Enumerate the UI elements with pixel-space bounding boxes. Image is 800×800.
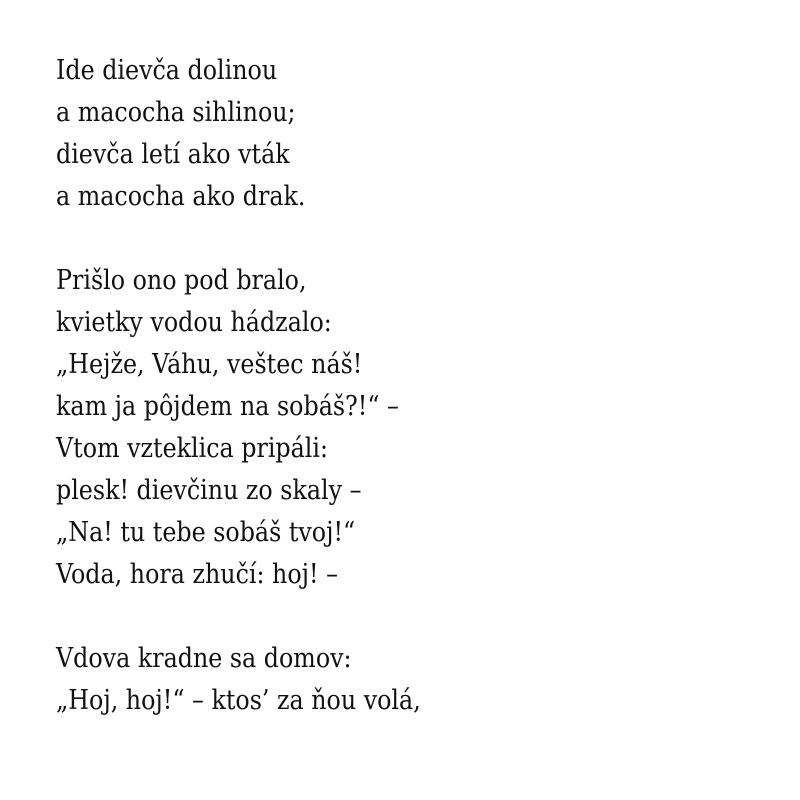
poem-line: „Hoj, hoj!“ – ktos’ za ňou volá, [56,685,421,716]
poem-text [56,50,421,722]
poem-line: Voda, hora zhučí: hoj! – [56,559,338,590]
poem-line: dievča letí ako vták [56,139,290,170]
poem-line: Prišlo ono pod bralo, [56,265,307,296]
poem-line: Vdova kradne sa domov: [56,643,352,674]
poem-line: a macocha ako drak. [56,181,306,212]
poem-line: kvietky vodou hádzalo: [56,307,332,338]
poem-line: a macocha sihlinou; [56,97,296,128]
stanza-2 [56,260,421,596]
poem-line: kam ja pôjdem na sobáš?!“ – [56,391,399,422]
stanza-1 [56,50,421,218]
poem-line: plesk! dievčinu zo skaly – [56,475,362,506]
poem-line: Ide dievča dolinou [56,55,278,86]
poem-line: Vtom vzteklica pripáli: [56,433,329,464]
poem-line: „Na! tu tebe sobáš tvoj!“ [56,517,356,548]
stanza-3 [56,638,421,722]
poem-line: „Hejže, Váhu, veštec náš! [56,349,363,380]
